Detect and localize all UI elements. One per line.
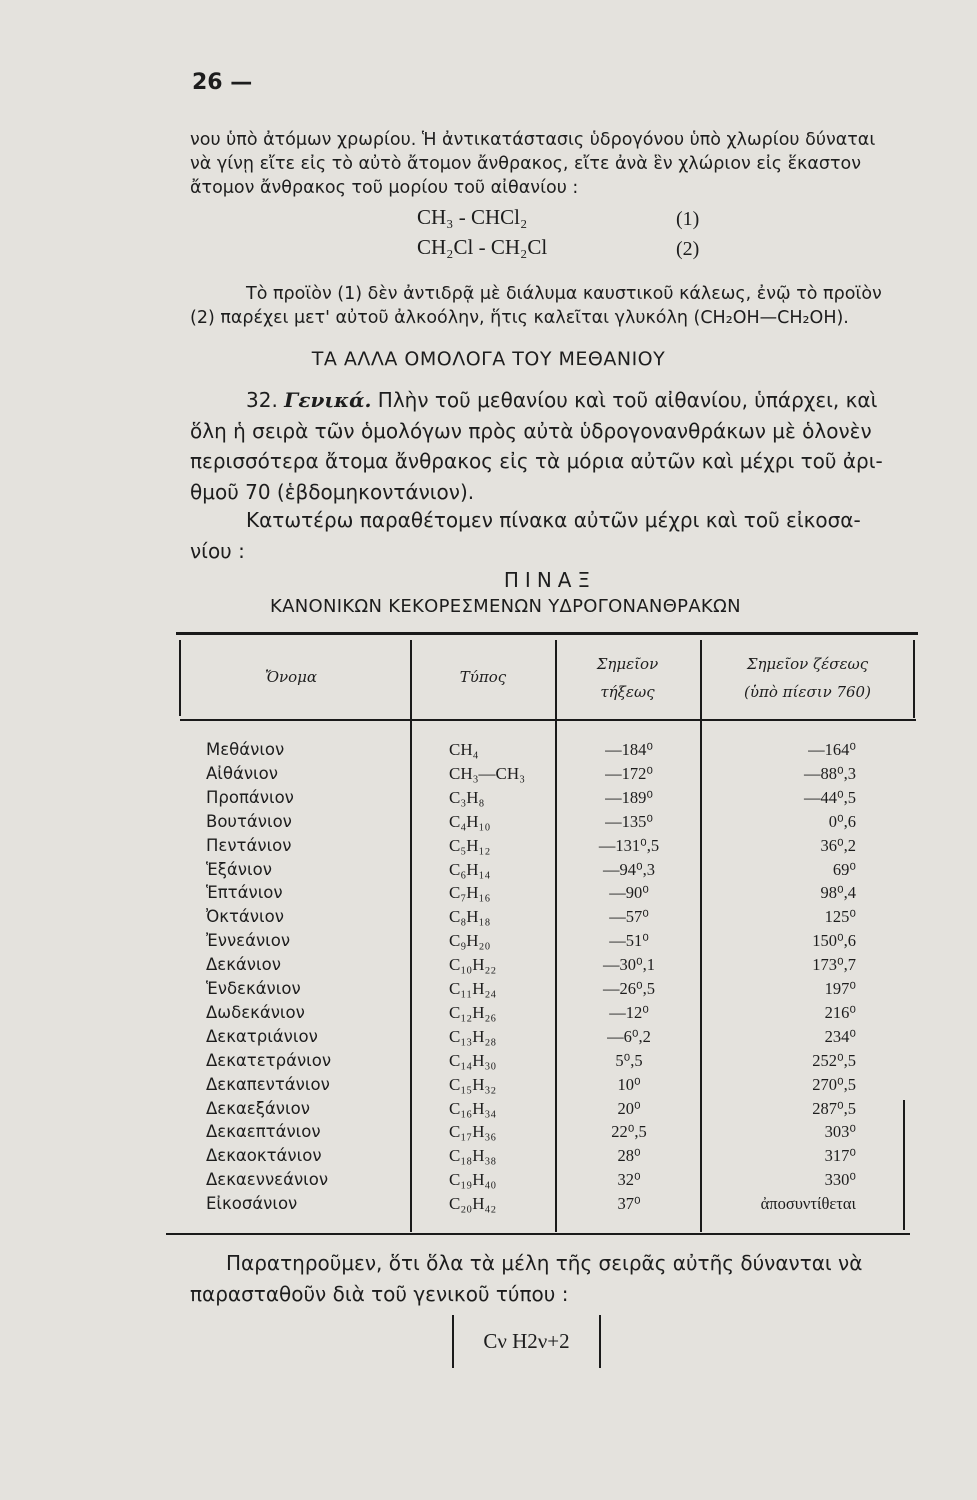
cell-melting-point: —135⁰ [605,811,653,831]
text-line: Κατωτέρω παραθέτομεν πίνακα αὐτῶν μέχρι καὶ τοῦ εἰκοσα- [246,508,861,532]
table-row [206,1003,906,1027]
cell-boiling-point: 234⁰ [824,1026,856,1046]
cell-name: Δεκατριάνιον [206,1026,318,1046]
section-paragraph [190,385,932,507]
conclusion-paragraph [190,1248,932,1309]
cell-melting-point: 5⁰,5 [615,1050,643,1070]
cell-boiling-point: 150⁰,6 [812,931,856,951]
cell-melting-point: —26⁰,5 [603,979,655,998]
cell-type: C₁₅H₃₂ [449,1074,497,1094]
table-row [206,1027,906,1051]
formula-2: CH₂Cl - CH₂Cl [417,235,548,259]
cell-name: Αἰθάνιον [206,763,278,783]
table-right-border [913,640,915,718]
table-top-rule [176,632,918,635]
cell-boiling-point: —164⁰ [808,740,856,759]
cell-melting-point: —51⁰ [609,931,649,951]
table-row [206,1170,906,1194]
text-line [190,385,932,416]
cell-type: CH₃—CH₃ [449,763,526,783]
cell-boiling-point: 287⁰,5 [812,1098,856,1118]
general-formula: Cν H2ν+2 [483,1329,570,1353]
general-formula-box [452,1315,601,1368]
cell-melting-point: 22⁰,5 [611,1122,647,1142]
cell-type: C₁₃H₂₈ [449,1026,497,1046]
cell-type: C₅H₁₂ [449,835,491,855]
table-row [206,860,906,884]
header-boiling-1: Σημεῖον ζέσεως [746,655,869,673]
cell-type: C₆H₁₄ [449,859,491,879]
intro-paragraph [190,128,932,200]
cell-boiling-point: 330⁰ [824,1170,856,1190]
cell-name: Ὀκτάνιον [206,907,284,927]
header-melting-2: τήξεως [600,683,655,701]
table-row [206,1146,906,1170]
cell-name: Εἰκοσάνιον [206,1194,298,1214]
table-row [206,883,906,907]
section-heading: ΤΑ ΑΛΛΑ ΟΜΟΛΟΓΑ ΤΟΥ ΜΕΘΑΝΙΟΥ [311,348,666,370]
table-intro-paragraph [190,505,932,566]
table-row [206,955,906,979]
table-row [206,812,906,836]
cell-type: C₁₁H₂₄ [449,979,497,998]
cell-name: Ἑξάνιον [206,859,272,879]
cell-name: Προπάνιον [206,787,294,807]
cell-type: C₉H₂₀ [449,931,491,951]
cell-melting-point: 37⁰ [617,1194,641,1214]
cell-type: C₁₈H₃₈ [449,1146,497,1166]
table-row [206,788,906,812]
cell-boiling-point: 98⁰,4 [820,883,856,903]
text-line: (2) παρέχει μετ' αὐτοῦ ἀλκοόλην, ἥτις καλεῖται γλυκόλη (CH₂OH—CH₂OH). [190,308,849,328]
cell-melting-point: —172⁰ [605,763,653,783]
cell-boiling-point: 270⁰,5 [812,1074,856,1094]
text-line: νίου : [190,538,245,563]
cell-name: Ἑνδεκάνιον [206,979,301,998]
cell-name: Πεντάνιον [206,835,292,855]
cell-melting-point: 20⁰ [617,1098,641,1118]
formula-2-number: (2) [676,238,700,260]
cell-melting-point: —131⁰,5 [598,835,660,855]
cell-type: C₇H₁₆ [449,883,491,903]
text-line: παρασταθοῦν διὰ τοῦ γενικοῦ τύπου : [190,1281,569,1306]
table-row [206,907,906,931]
text-line: νὰ γίνῃ εἴτε εἰς τὸ αὐτὸ ἄτομον ἄνθρακος, εἴτε ἀνὰ ἓν χλώριον εἰς ἕκαστον [190,154,862,174]
table-title: ΠΙΝΑΞ [503,568,597,592]
header-type: Τύπος [459,668,507,686]
cell-name: Δεκαεξάνιον [206,1098,310,1118]
cell-boiling-point: —88⁰,3 [804,763,856,783]
table-row [206,764,906,788]
cell-melting-point: —30⁰,1 [603,955,655,975]
cell-boiling-point: —44⁰,5 [804,787,856,807]
cell-type: C₈H₁₈ [449,907,491,927]
table-header-rule [180,719,916,721]
page-number: 26 — [192,70,253,95]
table-row [206,979,906,1003]
text-line: περισσότερα ἄτομα ἄνθρακος εἰς τὰ μόρια αὐτῶν καὶ μέχρι τοῦ ἀρι- [190,449,883,473]
cell-boiling-point: 303⁰ [824,1122,856,1142]
cell-boiling-point: 69⁰ [832,859,856,879]
cell-boiling-point: 36⁰,2 [820,835,856,855]
table-row [206,1075,906,1099]
cell-boiling-point: 173⁰,7 [812,955,856,975]
cell-name: Δωδεκάνιον [206,1002,305,1022]
cell-name: Ἐννεάνιον [206,931,291,951]
text-line: νου ὑπὸ ἀτόμων χρωρίου. Ἡ ἀντικατάστασις ὑδρογόνου ὑπὸ χλωρίου δύναται [190,130,876,150]
cell-name: Δεκαοκτάνιον [206,1146,322,1166]
text-line: ὅλη ἡ σειρὰ τῶν ὁμολόγων πρὸς αὐτὰ ὑδρογονανθράκων μὲ ὁλονὲν [190,418,872,443]
cell-melting-point: —12⁰ [609,1002,649,1022]
cell-melting-point: —184⁰ [605,740,653,759]
cell-type: C₁₇H₃₆ [449,1122,497,1142]
cell-boiling-point: ἀποσυντίθεται [760,1194,856,1214]
cell-boiling-point: 0⁰,6 [828,811,856,831]
cell-melting-point: 10⁰ [617,1074,641,1094]
product-paragraph [190,282,932,330]
cell-type: C₃H₈ [449,787,485,807]
cell-type: C₁₀H₂₂ [449,955,497,975]
cell-name: Δεκαεπτάνιον [206,1122,321,1142]
text-line: Τὸ προϊὸν (1) δὲν ἀντιδρᾷ μὲ διάλυμα καυστικοῦ κάλεως, ἐνῷ τὸ προϊὸν [246,284,882,304]
cell-melting-point: —6⁰,2 [607,1026,651,1046]
cell-name: Δεκαπεντάνιον [206,1074,330,1094]
cell-melting-point: —94⁰,3 [603,859,655,879]
cell-boiling-point: 317⁰ [824,1146,856,1166]
cell-name: Δεκάνιον [206,955,281,975]
cell-melting-point: 32⁰ [617,1170,641,1190]
cell-melting-point: —90⁰ [609,883,649,903]
formula-1-number: (1) [676,208,700,230]
cell-boiling-point: 125⁰ [824,907,856,927]
cell-type: C₁₂H₂₆ [449,1002,497,1022]
cell-name: Βουτάνιον [206,811,292,831]
cell-type: C₂₀H₄₂ [449,1194,497,1214]
cell-type: CH₄ [449,740,479,759]
cell-boiling-point: 252⁰,5 [812,1050,856,1070]
cell-type: C₁₆H₃₄ [449,1098,497,1118]
cell-melting-point: —189⁰ [605,787,653,807]
table-row [206,836,906,860]
table-row [206,1099,906,1123]
header-melting-1: Σημεῖον [596,655,659,673]
cell-name: Δεκαεννεάνιον [206,1170,329,1190]
section-text-start: Πλὴν τοῦ μεθανίου καὶ τοῦ αἰθανίου, ὑπάρχει, καὶ [377,388,878,412]
table-row [206,1194,906,1218]
cell-type: C₄H₁₀ [449,811,491,831]
table-row [206,931,906,955]
cell-type: C₁₉H₄₀ [449,1170,497,1190]
cell-type: C₁₄H₃₀ [449,1050,497,1070]
cell-melting-point: 28⁰ [617,1146,641,1166]
cell-boiling-point: 216⁰ [824,1002,856,1022]
table-row [206,740,906,764]
header-boiling-2: (ὑπὸ πίεσιν 760) [744,683,871,701]
section-number: 32. [246,388,278,412]
cell-name: Ἑπτάνιον [206,883,283,903]
table-left-border [179,640,181,716]
header-name: Ὄνομα [264,668,318,686]
cell-name: Δεκατετράνιον [206,1050,332,1070]
table-row [206,1122,906,1146]
table-bottom-rule [166,1233,910,1235]
text-line: ἄτομον ἄνθρακος τοῦ μορίου τοῦ αἰθανίου : [190,178,579,198]
cell-name: Μεθάνιον [206,740,285,759]
table-subtitle: ΚΑΝΟΝΙΚΩΝ ΚΕΚΟΡΕΣΜΕΝΩΝ ΥΔΡΟΓΟΝΑΝΘΡΑΚΩΝ [270,596,741,617]
section-title: Γενικά. [284,388,372,412]
cell-boiling-point: 197⁰ [824,979,856,998]
table-row [206,1051,906,1075]
formula-1: CH₃ - CHCl₂ [417,205,528,229]
cell-melting-point: —57⁰ [609,907,649,927]
text-line: θμοῦ 70 (ἑβδομηκοντάνιον). [190,479,475,504]
text-line: Παρατηροῦμεν, ὅτι ὅλα τὰ μέλη τῆς σειρᾶς αὐτῆς δύνανται νὰ [226,1251,863,1275]
